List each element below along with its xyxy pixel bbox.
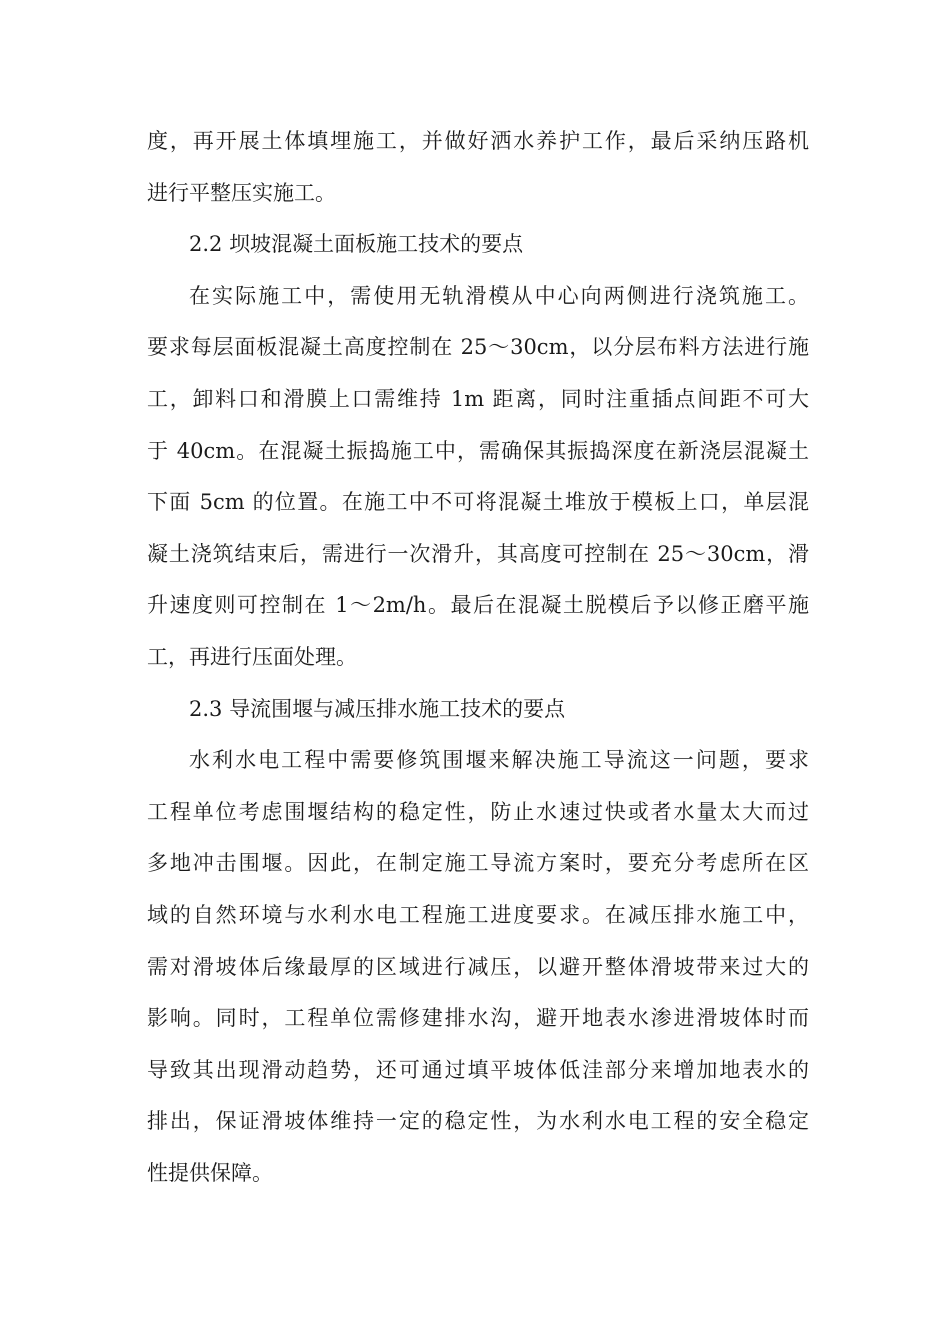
- text-line: 在实际施工中，需使用无轨滑模从中心向两侧进行浇筑施工。: [189, 283, 809, 308]
- text-line: 下面 5cm 的位置。在施工中不可将混凝土堆放于模板上口，单层混: [147, 490, 809, 515]
- document-page: [147, 116, 809, 1199]
- text-line: 排出，保证滑坡体维持一定的稳定性，为水利水电工程的安全稳定: [147, 1109, 809, 1134]
- section-heading-2-3: 2.3 导流围堰与减压排水施工技术的要点: [189, 696, 566, 721]
- text-line: 影响。同时，工程单位需修建排水沟，避开地表水渗进滑坡体时而: [147, 1006, 809, 1031]
- text-line: 导致其出现滑动趋势，还可通过填平坡体低洼部分来增加地表水的: [147, 1057, 809, 1082]
- text-line: 多地冲击围堰。因此，在制定施工导流方案时，要充分考虑所在区: [147, 851, 809, 876]
- text-line: 升速度则可控制在 1～2m/h。最后在混凝土脱模后予以修正磨平施: [147, 593, 809, 618]
- text-line: 性提供保障。: [147, 1160, 273, 1185]
- text-line: 要求每层面板混凝土高度控制在 25～30cm，以分层布料方法进行施: [147, 335, 809, 360]
- section-heading-2-2: 2.2 坝坡混凝土面板施工技术的要点: [189, 232, 524, 257]
- text-line: 度，再开展土体填埋施工，并做好洒水养护工作，最后采纳压路机: [147, 129, 809, 153]
- text-line: 需对滑坡体后缘最厚的区域进行减压，以避开整体滑坡带来过大的: [147, 954, 809, 979]
- text-line: 工，再进行压面处理。: [147, 644, 357, 669]
- text-line: 工，卸料口和滑膜上口需维持 1m 距离，同时注重插点间距不可大: [147, 386, 809, 411]
- text-line: 进行平整压实施工。: [147, 180, 336, 205]
- text-line: 凝土浇筑结束后，需进行一次滑升，其高度可控制在 25～30cm，滑: [147, 541, 809, 566]
- text-line: 水利水电工程中需要修筑围堰来解决施工导流这一问题，要求: [189, 748, 809, 773]
- text-line: 工程单位考虑围堰结构的稳定性，防止水速过快或者水量太大而过: [147, 799, 809, 824]
- text-line: 域的自然环境与水利水电工程施工进度要求。在减压排水施工中，: [147, 902, 809, 927]
- text-line: 于 40cm。在混凝土振捣施工中，需确保其振捣深度在新浇层混凝土: [147, 438, 809, 463]
